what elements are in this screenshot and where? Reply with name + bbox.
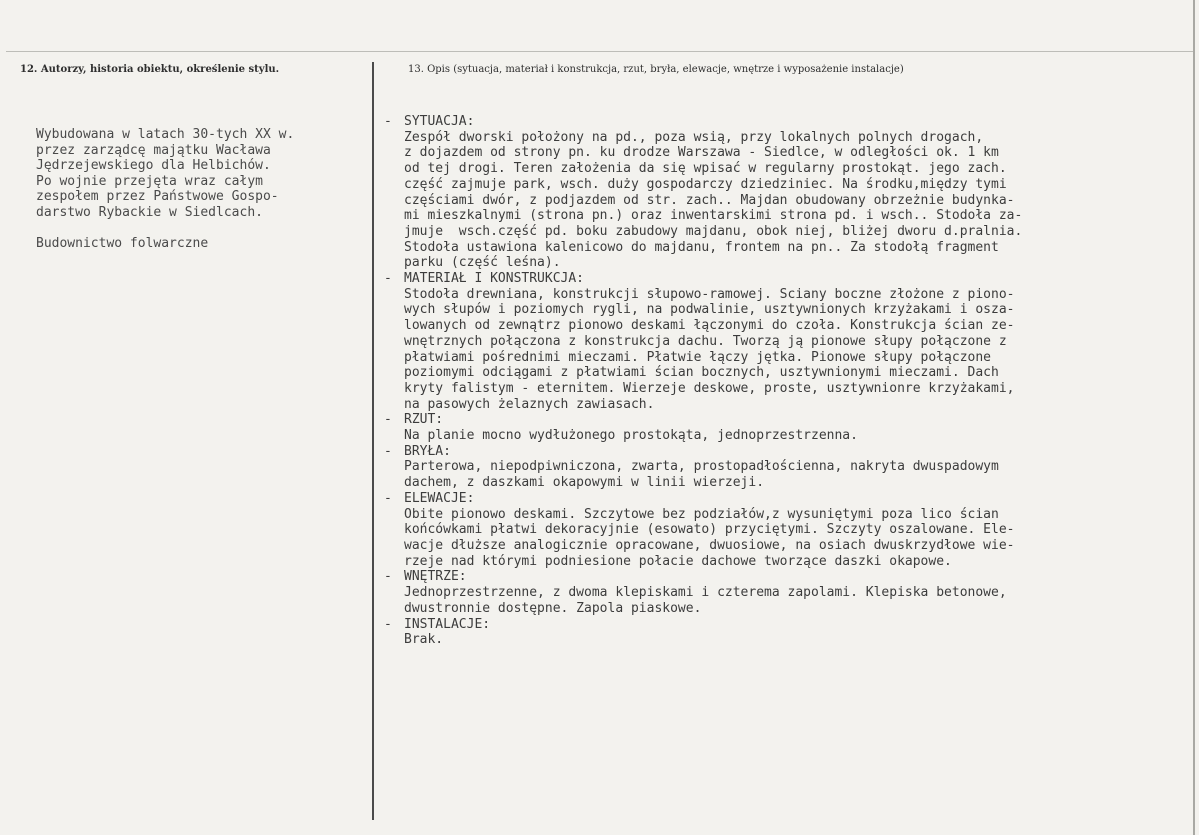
section-body — [384, 585, 1184, 616]
section-title: INSTALACJE: — [404, 616, 491, 632]
text-line: Jednoprzestrzenne, z dwoma klepiskami i czterema zapolami. Klepiska betonowe, — [404, 585, 1007, 601]
text-line: Na planie mocno wydłużonego prostokąta, jednoprzestrzenna. — [404, 428, 858, 444]
text-line: parku (część leśna). — [404, 255, 561, 271]
section-heading — [384, 114, 1184, 130]
history-line: Po wojnie przejęta wraz całym — [36, 173, 263, 189]
section-instalacje — [384, 617, 1184, 648]
section-materiał-i-konstrukcja — [384, 271, 1184, 412]
header-description: 13. Opis (sytuacja, materiał i konstrukcja, rzut, bryła, elewacje, wnętrze i wyposażenie instalacje) — [408, 64, 904, 75]
history-line: przez zarządcę majątku Wacława — [36, 142, 271, 158]
dash-bullet: - — [384, 114, 392, 129]
section-body — [384, 507, 1184, 570]
section-sytuacja — [384, 114, 1184, 271]
history-line: Jędrzejewskiego dla Helbichów. — [36, 158, 271, 173]
section-body — [384, 287, 1184, 413]
dash-bullet: - — [384, 443, 392, 459]
history-line: zespołem przez Państwowe Gospo- — [36, 189, 279, 204]
text-line: poziomymi odciągami z płatwiami ścian bocznych, usztywnionymi mieczami. Dach — [404, 365, 999, 381]
text-line: rzeje nad którymi podniesione połacie dachowe tworzące daszki okapowe. — [404, 553, 952, 569]
text-line: wych słupów i poziomych rygli, na podwalinie, usztywnionych krzyżakami i osza- — [404, 302, 1015, 318]
text-line: Zespół dworski położony na pd., poza wsią, przy lokalnych polnych drogach, — [404, 129, 984, 145]
section-bryła — [384, 444, 1184, 491]
text-line: Brak. — [404, 632, 444, 648]
header-authors-history-style: 12. Autorzy, historia obiektu, określenie stylu. — [20, 64, 280, 75]
section-heading — [384, 617, 1184, 633]
section-heading — [384, 444, 1184, 460]
history-paragraph — [36, 127, 368, 220]
text-line: częściami dwór, z podjazdem od str. zach.. Majdan obudowany obrzeżnie budynka- — [404, 192, 1015, 208]
style-paragraph: Budownictwo folwarczne — [36, 236, 209, 251]
text-line: płatwiami pośrednimi mieczami. Płatwie łączy jętka. Pionowe słupy połączone — [404, 349, 991, 365]
text-line: wacje dłuższe analogicznie opracowane, dwuosiowe, na osiach dwuskrzydłowe wie- — [404, 537, 1015, 553]
text-line: jmuje wsch.część pd. boku zabudowy majdanu, obok niej, bliżej dworu d.pralnia. — [404, 223, 1023, 239]
section-heading — [384, 271, 1184, 287]
section-heading — [384, 412, 1184, 428]
column-divider — [372, 62, 374, 820]
text-line: dachem, z daszkami okapowymi w linii wierzeji. — [404, 475, 765, 491]
text-line: Parterowa, niepodpiwniczona, zwarta, prostopadłościenna, nakryta dwuspadowym — [404, 459, 999, 475]
top-rule — [6, 51, 1193, 52]
section-body — [384, 632, 1184, 648]
dash-bullet: - — [384, 490, 392, 506]
section-title: ELEWACJE: — [404, 490, 475, 506]
history-line: Wybudowana w latach 30-tych XX w. — [36, 127, 295, 142]
text-line: Obite pionowo deskami. Szczytowe bez podziałów,z wysuniętymi poza lico ścian — [404, 506, 999, 522]
section-title: BRYŁA: — [404, 443, 451, 459]
section-title: WNĘTRZE: — [404, 569, 467, 585]
text-line: końcówkami płatwi dekoracyjnie (esowato) przyciętymi. Szczyty oszalowane. Ele- — [404, 522, 1015, 538]
dash-bullet: - — [384, 412, 392, 428]
dash-bullet: - — [384, 616, 392, 632]
description-column — [384, 114, 1184, 648]
section-body — [384, 130, 1184, 271]
section-title: MATERIAŁ I KONSTRUKCJA: — [404, 271, 585, 287]
text-line: z dojazdem od strony pn. ku drodze Warszawa - Siedlce, w odległości ok. 1 km — [404, 145, 999, 161]
section-rzut — [384, 412, 1184, 443]
text-line: dwustronnie dostępne. Zapola piaskowe. — [404, 600, 702, 616]
section-wnętrze — [384, 569, 1184, 616]
section-body — [384, 428, 1184, 444]
right-border — [1193, 0, 1195, 835]
text-line: Stodoła ustawiona kalenicowo do majdanu, frontem na pn.. Za stodołą fragment — [404, 239, 999, 255]
left-column — [36, 127, 368, 252]
section-heading — [384, 491, 1184, 507]
section-elewacje — [384, 491, 1184, 570]
dash-bullet: - — [384, 569, 392, 585]
dash-bullet: - — [384, 271, 392, 287]
section-title: SYTUACJA: — [404, 114, 475, 129]
text-line: część zajmuje park, wsch. duży gospodarczy dziedziniec. Na środku,między tymi — [404, 176, 1007, 192]
text-line: od tej drogi. Teren założenia da się wpisać w regularny prostokąt. jego zach. — [404, 161, 1007, 177]
text-line: mi mieszkalnymi (strona pn.) oraz inwentarskimi strona pd. i wsch.. Stodoła za- — [404, 208, 1023, 224]
text-line: wnętrznych połączona z konstrukcja dachu. Tworzą ją pionowe słupy połączone z — [404, 333, 1007, 349]
text-line: na pasowych żelaznych zawiasach. — [404, 396, 655, 412]
history-line: darstwo Rybackie w Siedlcach. — [36, 204, 263, 220]
section-body — [384, 459, 1184, 490]
text-line: Stodoła drewniana, konstrukcji słupowo-ramowej. Sciany boczne złożone z piono- — [404, 286, 1015, 302]
section-heading — [384, 569, 1184, 585]
text-line: kryty falistym - eternitem. Wierzeje deskowe, proste, usztywnionre krzyżakami, — [404, 380, 1015, 396]
section-title: RZUT: — [404, 412, 444, 428]
text-line: lowanych od zewnątrz pionowo deskami łączonymi do czoła. Konstrukcja ścian ze- — [404, 318, 1015, 334]
